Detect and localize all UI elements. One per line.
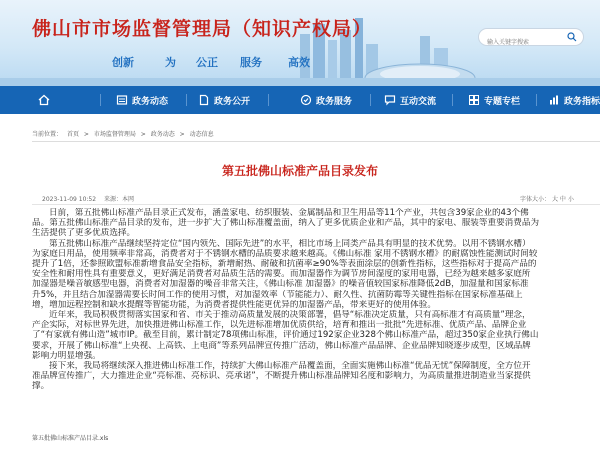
breadcrumb-link-news[interactable]: 政务动态 xyxy=(150,131,175,138)
breadcrumb-link-dynamics[interactable]: 动态信息 xyxy=(189,131,214,138)
article-line: 提升了1倍，还参照欧盟标准新增食品安全指标，新增耐热、耐破和抗菌率≥90%等表面涂层的创新性指标，这些指标对于提高产品的 xyxy=(32,259,537,270)
article-line: 升5%，并且结合加湿器需要长时间工作的使用习惯，对加湿效率（节能能力）、耐久性、抗菌防霉等关键性指标在国家标准基础上 xyxy=(32,289,523,300)
article-line: 日前，第五批佛山标准产品目录正式发布，涵盖家电、纺织服装、金属制品和卫生用品等11个产业，共包含39家企业的43个佛 xyxy=(49,208,529,218)
breadcrumb-label: 当前位置： xyxy=(32,131,63,138)
breadcrumb-separator: > xyxy=(140,131,146,138)
search-input[interactable] xyxy=(479,35,567,51)
slogan-word: 服务 xyxy=(240,56,262,69)
nav-item-label: 专题专栏 xyxy=(484,96,521,107)
nav-item-label: 互动交流 xyxy=(400,96,437,107)
main-nav xyxy=(0,86,600,114)
divider xyxy=(32,141,600,142)
search-icon[interactable] xyxy=(567,32,577,42)
font-size-large[interactable]: 大 xyxy=(551,196,558,203)
nav-item-label: 政务服务 xyxy=(316,96,353,107)
nav-item-interaction[interactable] xyxy=(384,86,436,114)
search-box xyxy=(478,28,584,46)
breadcrumb xyxy=(32,129,217,138)
nav-divider xyxy=(370,94,371,106)
font-size-small[interactable]: 小 xyxy=(567,196,574,203)
breadcrumb-link-home[interactable]: 首页 xyxy=(66,131,79,138)
article-body xyxy=(32,208,600,392)
slogan-word: 创新 xyxy=(112,56,134,69)
slogan-word: 高效 xyxy=(288,56,310,69)
document-icon xyxy=(198,94,210,106)
article-line: 生活提供了更多优质选择。 xyxy=(32,228,136,239)
nav-item-label: 政务公开 xyxy=(214,96,251,107)
article-title: 第五批佛山标准产品目录发布 xyxy=(221,164,378,178)
nav-divider xyxy=(536,94,537,106)
site-title: 佛山市市场监督管理局（知识产权局） xyxy=(32,18,373,40)
article-line: 接下来，我局将继续深入推进佛山标准工作，持续扩大佛山标准产品覆盖面，全面实施佛山标准“优品无忧”保障制度，全方位开 xyxy=(49,361,531,372)
article-line: 要求，开展了佛山标准“上央视、上高铁、上电商”等系列品牌宣传推广活动，佛山标准产品品牌、企业品牌知晓逐步成型，区域品牌 xyxy=(32,340,531,351)
font-size-switch xyxy=(520,194,574,203)
attachment-link[interactable]: 第五批佛山标准产品目录.xls xyxy=(32,435,109,442)
nav-divider xyxy=(452,94,453,106)
service-icon xyxy=(300,94,312,106)
article-source: 来源：本网 xyxy=(104,196,135,203)
article-line: 准品牌宣传推广，大力推进企业“亮标准、亮标识、亮承诺”，不断提升佛山标准品牌知名度和影响力，为高质量推进制造业当家提供 xyxy=(32,371,531,382)
nav-item-service[interactable] xyxy=(300,86,352,114)
home-icon xyxy=(38,94,50,106)
nav-divider xyxy=(268,94,269,106)
news-icon xyxy=(116,94,128,106)
article-line: 加湿器是噪音敏感型电器，消费者对加湿器的噪音非常关注，《佛山标准 加湿器》的噪音值较国家标准降低2dB，加湿量和国家标准 xyxy=(32,279,529,290)
breadcrumb-separator: > xyxy=(179,131,185,138)
article-line: 增，增加远程控制和缺水提醒等智能功能，为消费者提供性能更优异的加湿器产品，带来更好的使用体验。 xyxy=(32,299,436,310)
slogan-word: 公正 xyxy=(196,56,218,69)
nav-item-label: 政务动态 xyxy=(132,96,169,107)
article-line: 产企实际，对标世界先进，加快推进佛山标准工作，以先进标准增加优质供给，培育和推出一批批“先进标准、优质产品、品牌企业 xyxy=(32,320,527,331)
chart-icon xyxy=(548,94,560,106)
font-size-label: 字体大小： xyxy=(520,196,551,203)
publish-date: 2023-11-09 10:52 xyxy=(42,196,97,203)
article-line: 近年来，我局积极贯彻落实国家和省、市关于推动高质量发展的决策部署，倡导“标准决定质量，只有高标准才有高质量”理念， xyxy=(49,310,531,321)
article-line: 撑。 xyxy=(32,381,50,392)
header-banner xyxy=(0,0,600,86)
chat-icon xyxy=(384,94,396,106)
slogan-word: 为 xyxy=(165,56,176,69)
article-line: 了“有家就有佛山造”城市IP。截至目前，累计制定78项佛山标准，评价通过192家企业328个佛山标准产品，超过350家企业执行佛山 xyxy=(32,330,539,341)
article-line: 为家庭日用品，使用频率非常高，消费者对于不锈钢水槽的品质要求越来越高。《佛山标准 家用不锈钢水槽》的耐腐蚀性能测试时间较 xyxy=(32,248,538,259)
breadcrumb-link-bureau[interactable]: 市场监督管理局 xyxy=(93,131,136,138)
topic-icon xyxy=(468,94,480,106)
breadcrumb-separator: > xyxy=(83,131,89,138)
article-meta xyxy=(42,194,140,203)
nav-divider xyxy=(100,94,101,106)
article-line: 安全性和耐用性具有重要意义，更好满足消费者对品质生活的需要。而加湿器作为调节房间湿度的家用电器，已经为越来越多家庭所 xyxy=(32,269,531,280)
nav-item-indicators[interactable] xyxy=(548,86,600,114)
divider xyxy=(32,204,600,205)
nav-home[interactable] xyxy=(38,86,50,114)
nav-item-topics[interactable] xyxy=(468,86,520,114)
article-line: 影响力明显增强。 xyxy=(32,350,101,361)
nav-divider xyxy=(186,94,187,106)
nav-item-public[interactable] xyxy=(198,86,250,114)
nav-item-news[interactable] xyxy=(116,86,168,114)
font-size-medium[interactable]: 中 xyxy=(559,196,566,203)
nav-item-label: 政务指标 xyxy=(564,96,600,107)
article-line: 品。第五批佛山标准产品目录的发布，进一步扩大了佛山标准覆盖面，纳入了更多优质企业和产品，其中的家电、服装等重要消费品为 xyxy=(32,218,540,229)
article-line: 第五批佛山标准产品继续坚持定位“国内领先、国际先进”的水平，相比市场上同类产品具有明显的技术优势。以用不锈钢水槽） xyxy=(49,238,531,249)
